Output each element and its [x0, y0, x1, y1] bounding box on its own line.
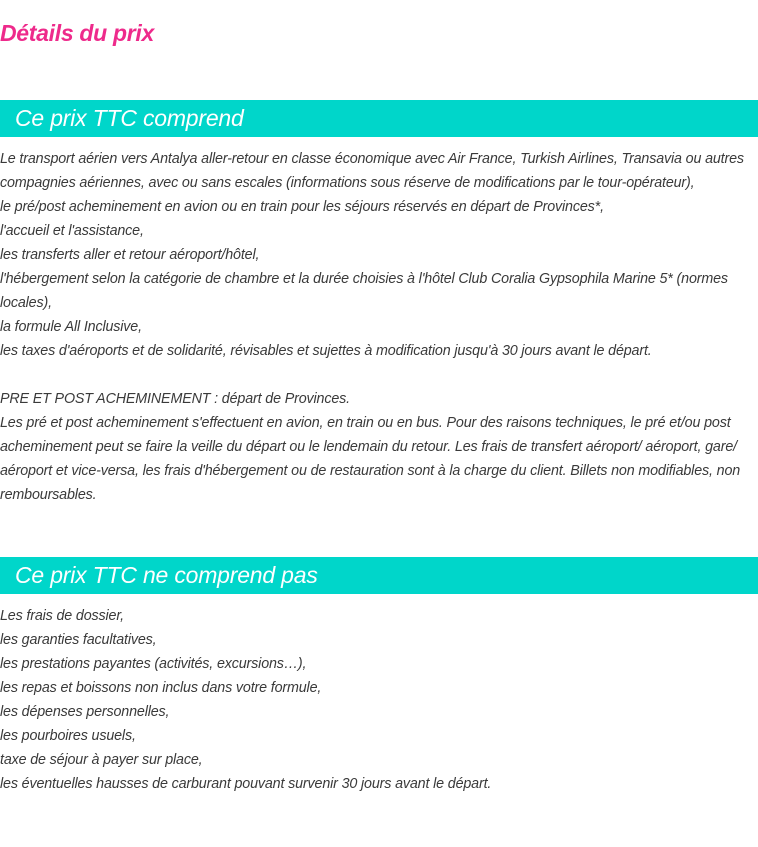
excluded-item: taxe de séjour à payer sur place, — [0, 752, 203, 768]
excluded-list — [0, 604, 758, 796]
included-item: le pré/post acheminement en avion ou en train pour les séjours réservés en départ de Provinces*, — [0, 199, 604, 215]
excluded-item: les prestations payantes (activités, excursions…), — [0, 656, 307, 672]
excluded-item: les éventuelles hausses de carburant pouvant survenir 30 jours avant le départ. — [0, 776, 492, 792]
excluded-item: les pourboires usuels, — [0, 728, 136, 744]
included-item: la formule All Inclusive, — [0, 319, 142, 335]
included-item: l'accueil et l'assistance, — [0, 223, 144, 239]
included-item: l'hébergement selon la catégorie de chambre et la durée choisies à l'hôtel Club Coralia Gypsophila Marine 5* (normes locales), — [0, 271, 728, 311]
excluded-item: Les frais de dossier, — [0, 608, 125, 624]
page-title: Détails du prix — [0, 20, 154, 46]
excluded-item: les garanties facultatives, — [0, 632, 157, 648]
included-list — [0, 147, 758, 507]
acheminement-note-text: Les pré et post acheminement s'effectuent en avion, en train ou en bus. Pour des raisons techniques, le pré et/ou post acheminement peut se faire la veille du départ ou le lendemain du retour. Les frais de transfert aéroport/ aéroport, gare/ aéroport et vice-versa, les frais d'hébergement ou de restauration sont à la charge du client. Billets non modifiables, non remboursables. — [0, 415, 741, 503]
section-header-included: Ce prix TTC comprend — [0, 100, 758, 137]
section-header-excluded: Ce prix TTC ne comprend pas — [0, 557, 758, 594]
included-item: Le transport aérien vers Antalya aller-retour en classe économique avec Air France, Turkish Airlines, Transavia ou autres compagnies aériennes, avec ou sans escales (informations sous réserve de modifications par le tour-opérateur), — [0, 151, 744, 191]
excluded-item: les repas et boissons non inclus dans votre formule, — [0, 680, 322, 696]
acheminement-note-title: PRE ET POST ACHEMINEMENT : départ de Provinces. — [0, 391, 350, 407]
included-item: les transferts aller et retour aéroport/hôtel, — [0, 247, 260, 263]
included-item: les taxes d'aéroports et de solidarité, révisables et sujettes à modification jusqu'à 30 jours avant le départ. — [0, 343, 652, 359]
paragraph-gap — [0, 363, 758, 387]
excluded-item: les dépenses personnelles, — [0, 704, 170, 720]
